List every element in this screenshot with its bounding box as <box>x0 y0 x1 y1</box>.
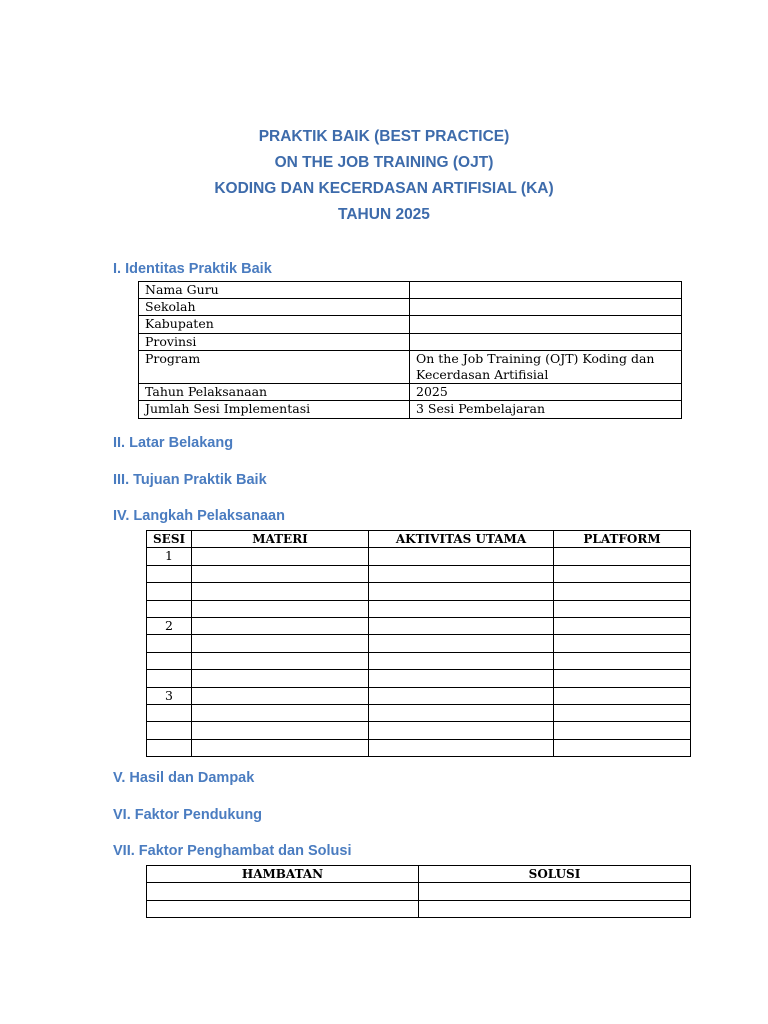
identity-label: Program <box>139 350 410 383</box>
column-header-aktivitas: AKTIVITAS UTAMA <box>369 531 554 548</box>
section-heading-results: V. Hasil dan Dampak <box>113 770 255 786</box>
identity-value[interactable]: 3 Sesi Pembelajaran <box>410 401 682 418</box>
table-row <box>147 652 691 669</box>
title-line-3: KODING DAN KECERDASAN ARTIFISIAL (KA) <box>214 180 554 197</box>
table-row <box>147 670 691 687</box>
column-header-materi: MATERI <box>192 531 369 548</box>
table-row <box>147 900 691 917</box>
column-header-platform: PLATFORM <box>554 531 691 548</box>
table-cell[interactable] <box>554 722 691 739</box>
identity-value[interactable] <box>410 299 682 316</box>
table-cell[interactable] <box>554 687 691 704</box>
table-row <box>147 883 691 900</box>
table-cell[interactable] <box>369 652 554 669</box>
table-row <box>139 299 682 316</box>
table-row <box>139 350 682 383</box>
table-cell[interactable] <box>192 583 369 600</box>
table-cell[interactable] <box>369 600 554 617</box>
table-cell[interactable] <box>192 617 369 634</box>
obstacle-table <box>146 865 691 918</box>
table-row <box>147 583 691 600</box>
table-cell[interactable] <box>554 670 691 687</box>
identity-value[interactable]: On the Job Training (OJT) Koding dan Kecerdasan Artifisial <box>410 350 682 383</box>
document-title <box>0 124 768 228</box>
table-cell[interactable] <box>369 722 554 739</box>
table-cell[interactable] <box>147 583 192 600</box>
table-cell[interactable] <box>192 722 369 739</box>
identity-value[interactable] <box>410 333 682 350</box>
obstacle-table-body <box>147 883 691 918</box>
table-cell[interactable] <box>147 565 192 582</box>
identity-value[interactable]: 2025 <box>410 384 682 401</box>
table-cell[interactable] <box>147 739 192 756</box>
table-row <box>139 316 682 333</box>
table-cell[interactable] <box>369 687 554 704</box>
table-cell[interactable] <box>147 635 192 652</box>
table-cell[interactable]: 1 <box>147 548 192 565</box>
table-cell[interactable] <box>369 548 554 565</box>
table-cell[interactable] <box>554 617 691 634</box>
identity-label: Kabupaten <box>139 316 410 333</box>
table-row <box>139 282 682 299</box>
identity-label: Sekolah <box>139 299 410 316</box>
table-cell[interactable] <box>192 600 369 617</box>
title-line-2: ON THE JOB TRAINING (OJT) <box>274 154 494 171</box>
table-cell[interactable] <box>192 635 369 652</box>
table-cell[interactable] <box>147 600 192 617</box>
table-cell[interactable] <box>369 617 554 634</box>
section-heading-identity: I. Identitas Praktik Baik <box>113 261 272 277</box>
column-header-hambatan: HAMBATAN <box>147 866 419 883</box>
table-row <box>147 617 691 634</box>
table-row <box>147 635 691 652</box>
table-cell[interactable] <box>554 704 691 721</box>
table-cell[interactable] <box>369 565 554 582</box>
title-line-4: TAHUN 2025 <box>338 206 430 223</box>
table-row <box>147 704 691 721</box>
identity-label: Jumlah Sesi Implementasi <box>139 401 410 418</box>
table-cell[interactable] <box>369 635 554 652</box>
table-cell[interactable] <box>192 670 369 687</box>
column-header-sesi: SESI <box>147 531 192 548</box>
section-heading-steps: IV. Langkah Pelaksanaan <box>113 508 285 524</box>
table-cell[interactable] <box>192 739 369 756</box>
table-cell[interactable] <box>369 670 554 687</box>
steps-table <box>146 530 691 757</box>
section-heading-obstacles: VII. Faktor Penghambat dan Solusi <box>113 843 352 859</box>
table-header-row <box>147 866 691 883</box>
table-cell[interactable] <box>147 883 419 900</box>
table-cell[interactable] <box>192 687 369 704</box>
table-cell[interactable] <box>192 704 369 721</box>
table-cell[interactable] <box>554 652 691 669</box>
identity-table <box>138 281 682 419</box>
table-cell[interactable] <box>147 652 192 669</box>
identity-label: Nama Guru <box>139 282 410 299</box>
section-heading-objectives: III. Tujuan Praktik Baik <box>113 472 267 488</box>
table-cell[interactable] <box>369 739 554 756</box>
table-row <box>147 600 691 617</box>
column-header-solusi: SOLUSI <box>419 866 691 883</box>
table-cell[interactable] <box>554 583 691 600</box>
table-cell[interactable] <box>147 704 192 721</box>
table-cell[interactable]: 3 <box>147 687 192 704</box>
table-cell[interactable] <box>554 739 691 756</box>
title-line-1: PRAKTIK BAIK (BEST PRACTICE) <box>258 128 510 145</box>
table-cell[interactable] <box>192 652 369 669</box>
table-cell[interactable] <box>147 722 192 739</box>
section-heading-supporting: VI. Faktor Pendukung <box>113 807 263 823</box>
table-row <box>139 401 682 418</box>
table-cell[interactable] <box>369 704 554 721</box>
identity-label: Provinsi <box>139 333 410 350</box>
table-cell[interactable]: 2 <box>147 617 192 634</box>
table-row <box>147 548 691 565</box>
table-row <box>139 333 682 350</box>
table-cell[interactable] <box>554 548 691 565</box>
table-cell[interactable] <box>554 600 691 617</box>
table-cell[interactable] <box>554 635 691 652</box>
identity-value[interactable] <box>410 316 682 333</box>
table-cell[interactable] <box>419 883 691 900</box>
table-cell[interactable] <box>554 565 691 582</box>
table-header-row <box>147 531 691 548</box>
table-cell[interactable] <box>419 900 691 917</box>
table-row <box>147 565 691 582</box>
identity-label: Tahun Pelaksanaan <box>139 384 410 401</box>
table-row <box>139 384 682 401</box>
table-row <box>147 722 691 739</box>
identity-value[interactable] <box>410 282 682 299</box>
table-cell[interactable] <box>147 670 192 687</box>
table-cell[interactable] <box>192 565 369 582</box>
steps-table-body <box>147 548 691 757</box>
table-cell[interactable] <box>147 900 419 917</box>
table-cell[interactable] <box>369 583 554 600</box>
table-cell[interactable] <box>192 548 369 565</box>
section-heading-background: II. Latar Belakang <box>113 435 234 451</box>
table-row <box>147 739 691 756</box>
table-row <box>147 687 691 704</box>
